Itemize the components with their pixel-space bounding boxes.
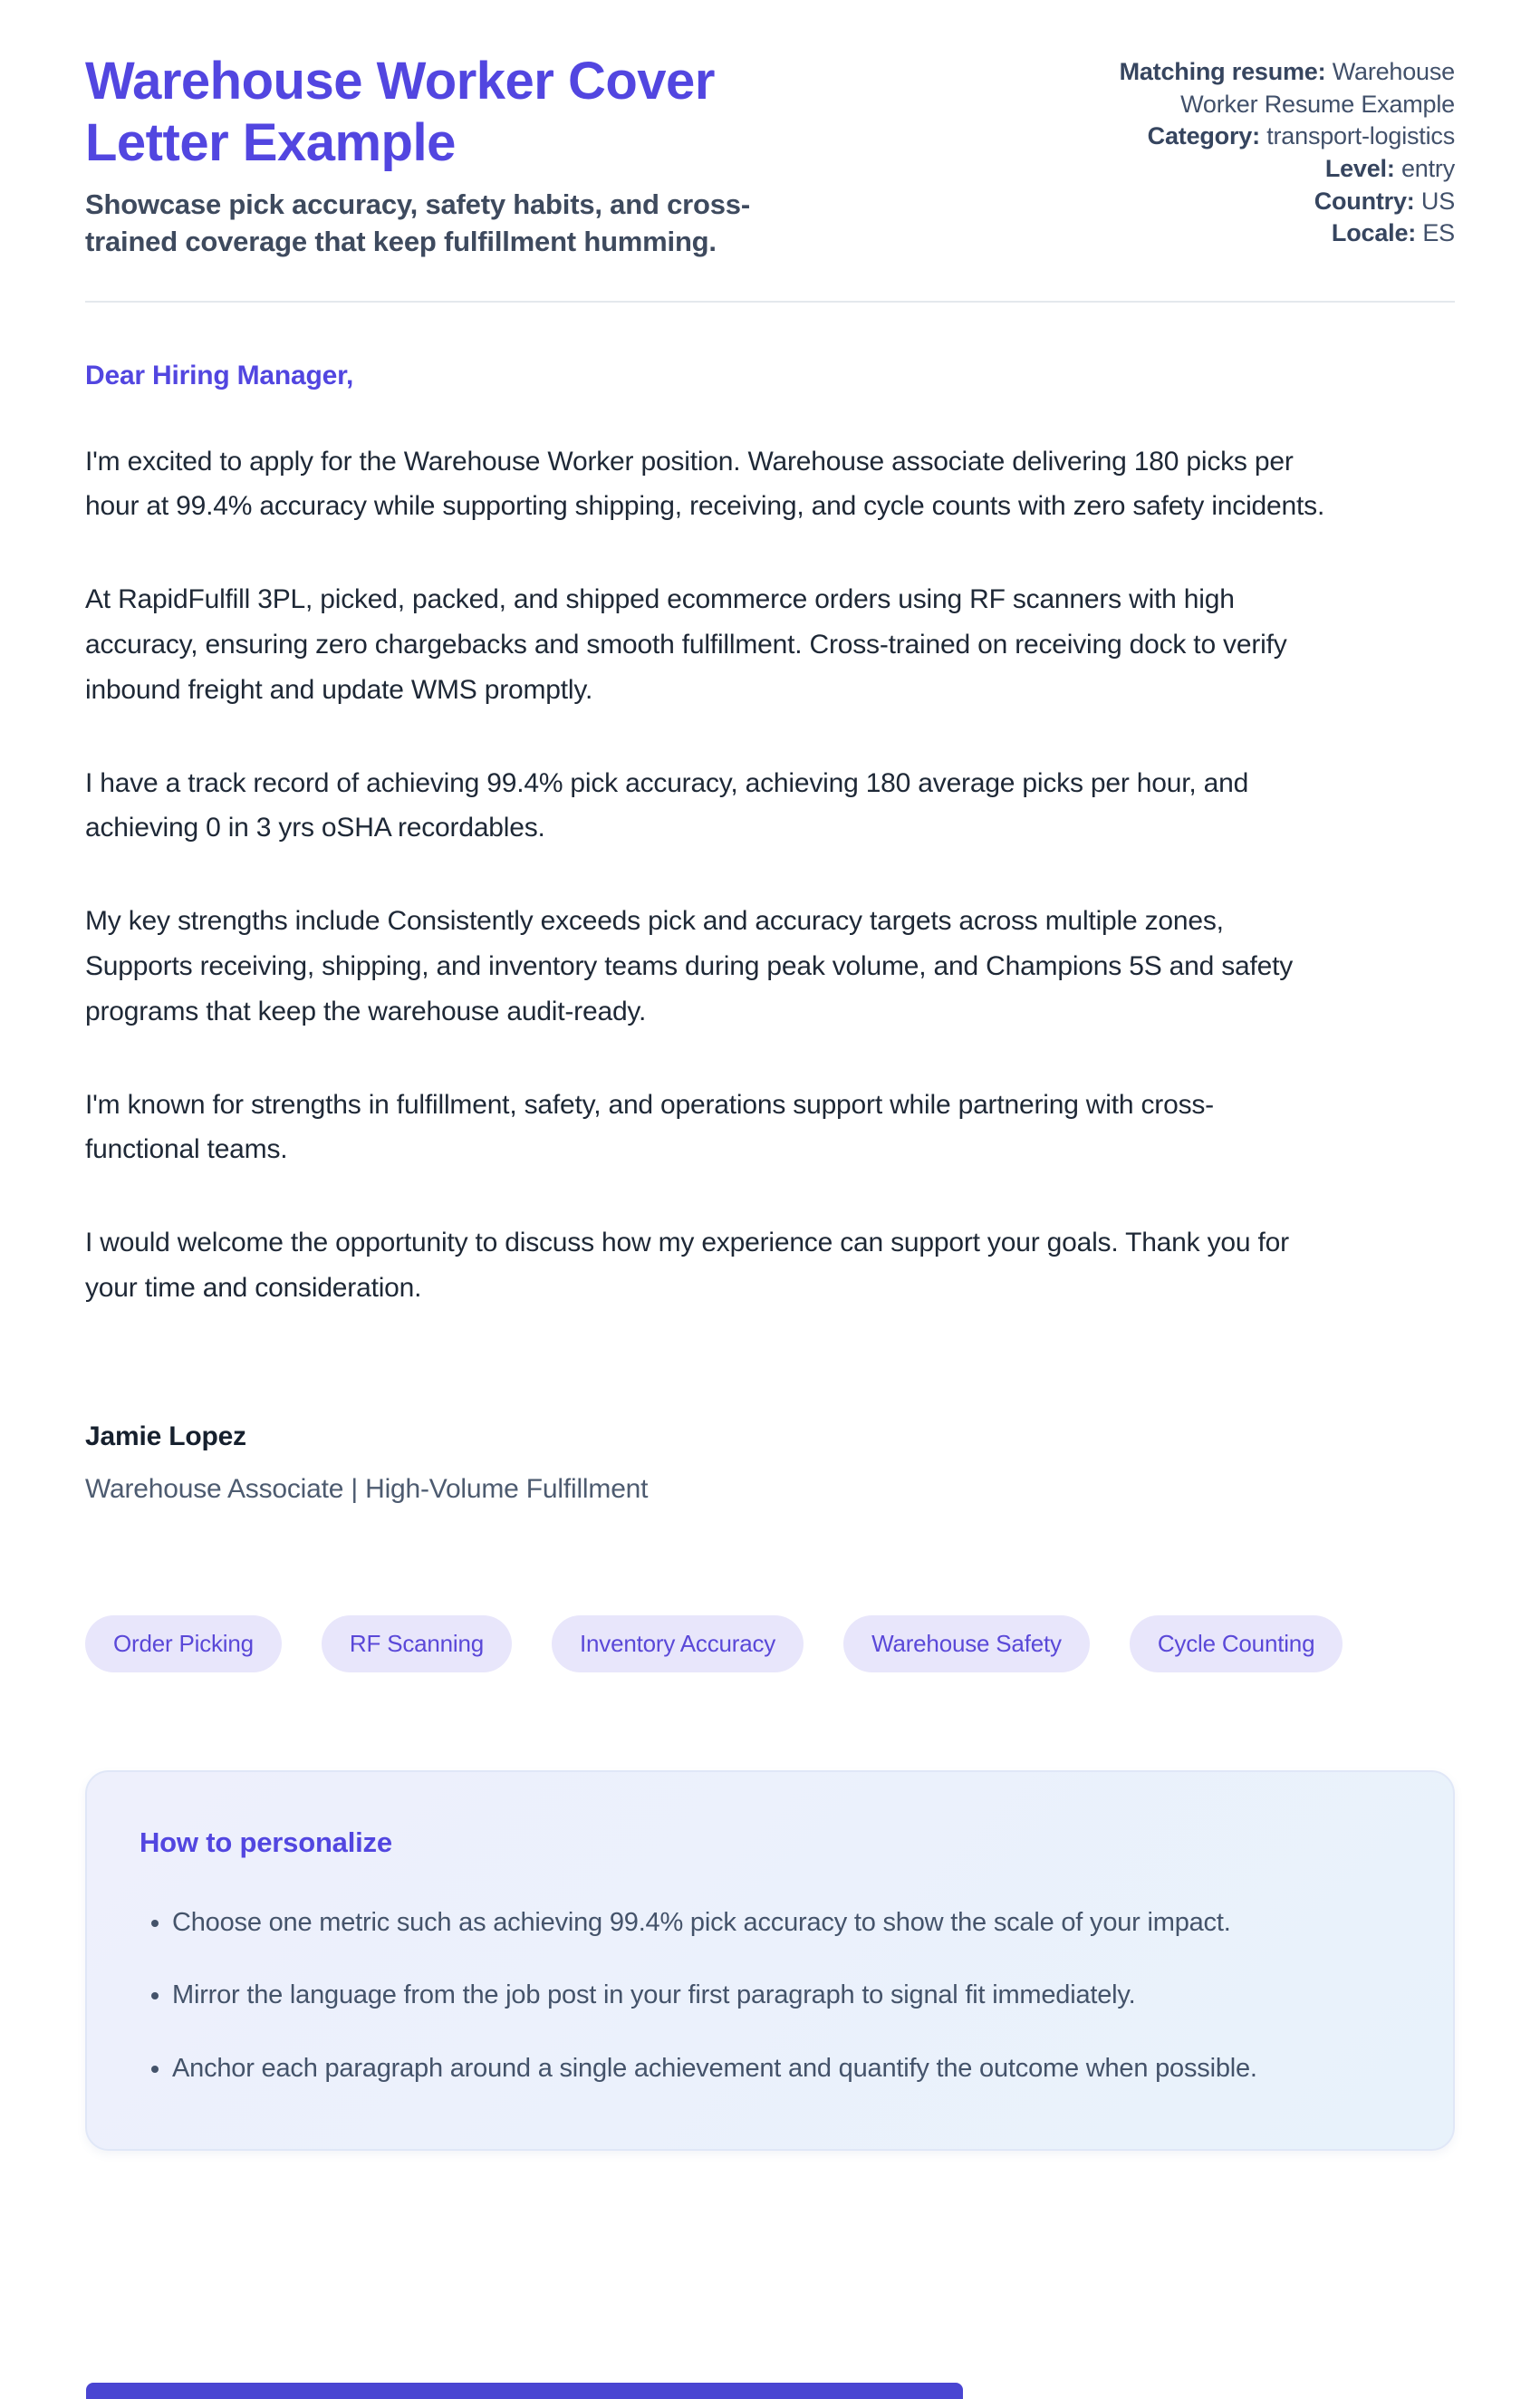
cover-letter-body — [85, 361, 1455, 1505]
meta-label: Category: — [1147, 122, 1260, 150]
header — [85, 51, 1455, 261]
skill-tag[interactable]: RF Scanning — [322, 1615, 512, 1672]
signature-title: Warehouse Associate | High-Volume Fulfillment — [85, 1473, 649, 1504]
signature-name: Jamie Lopez — [85, 1421, 246, 1451]
tip-item: • Anchor each paragraph around a single achievement and quantify the outcome when possible. — [172, 2047, 1304, 2091]
skill-tag[interactable]: Order Picking — [85, 1615, 282, 1672]
letter-paragraph: I have a track record of achieving 99.4% pick accuracy, achieving 180 average picks per hour, and achieving 0 in 3 yrs oSHA recordables. — [85, 767, 1249, 843]
tips-list — [140, 1901, 1400, 2091]
meta-value: transport-logistics — [1266, 122, 1455, 150]
meta-value: US — [1420, 187, 1455, 215]
tip-item: • Choose one metric such as achieving 99.4% pick accuracy to show the scale of your impact. — [172, 1901, 1304, 1945]
meta-level — [1064, 153, 1455, 186]
meta-label: Level: — [1324, 154, 1395, 182]
next-section-peek-bar — [86, 2383, 963, 2399]
page-subtitle: Showcase pick accuracy, safety habits, and cross-trained coverage that keep fulfillment humming. — [85, 188, 750, 257]
meta-value: Warehouse Worker Resume Example — [1180, 58, 1455, 118]
letter-paragraph: I would welcome the opportunity to discuss how my experience can support your goals. Thank you for your time and consideration. — [85, 1228, 1289, 1303]
page-container — [85, 0, 1455, 2151]
page-title: Warehouse Worker Cover Letter Example — [85, 52, 715, 172]
meta-matching-resume — [1064, 56, 1455, 120]
tip-item: • Mirror the language from the job post in your first paragraph to signal fit immediately. — [172, 1973, 1304, 2018]
meta-country — [1064, 186, 1455, 218]
meta-locale — [1064, 217, 1455, 250]
letter-paragraph: My key strengths include Consistently exceeds pick and accuracy targets across multiple zones, Supports receiving, shipping, and inventory teams during peak volume, and Champions 5S and safety programs that keep the warehouse audit-ready. — [85, 906, 1294, 1026]
skill-tag[interactable]: Inventory Accuracy — [552, 1615, 804, 1672]
header-divider — [85, 301, 1455, 303]
skill-tags — [85, 1615, 1455, 1672]
skill-tag[interactable]: Cycle Counting — [1130, 1615, 1343, 1672]
meta-category — [1064, 120, 1455, 153]
how-to-personalize-box — [85, 1770, 1455, 2151]
meta-label: Locale: — [1331, 219, 1417, 247]
meta-value: ES — [1422, 219, 1455, 247]
meta-label: Matching resume: — [1119, 58, 1326, 85]
letter-paragraph: I'm excited to apply for the Warehouse Worker position. Warehouse associate delivering 180 picks per hour at 99.4% accuracy while supporting shipping, receiving, and cycle counts with zero safety incidents. — [85, 446, 1325, 522]
meta-value: entry — [1400, 154, 1455, 182]
skill-tag[interactable]: Warehouse Safety — [843, 1615, 1090, 1672]
header-title-block — [85, 51, 846, 261]
resume-meta — [1064, 51, 1455, 261]
letter-greeting: Dear Hiring Manager, — [85, 360, 354, 390]
letter-paragraph: At RapidFulfill 3PL, picked, packed, and shipped ecommerce orders using RF scanners with high accuracy, ensuring zero chargebacks and smooth fulfillment. Cross-trained on receiving dock to verify inbound freight and update WMS promptly. — [85, 584, 1287, 705]
meta-label: Country: — [1314, 187, 1415, 215]
tips-title: How to personalize — [140, 1826, 392, 1858]
letter-paragraph: I'm known for strengths in fulfillment, safety, and operations support while partnering with cross-functional teams. — [85, 1089, 1214, 1165]
